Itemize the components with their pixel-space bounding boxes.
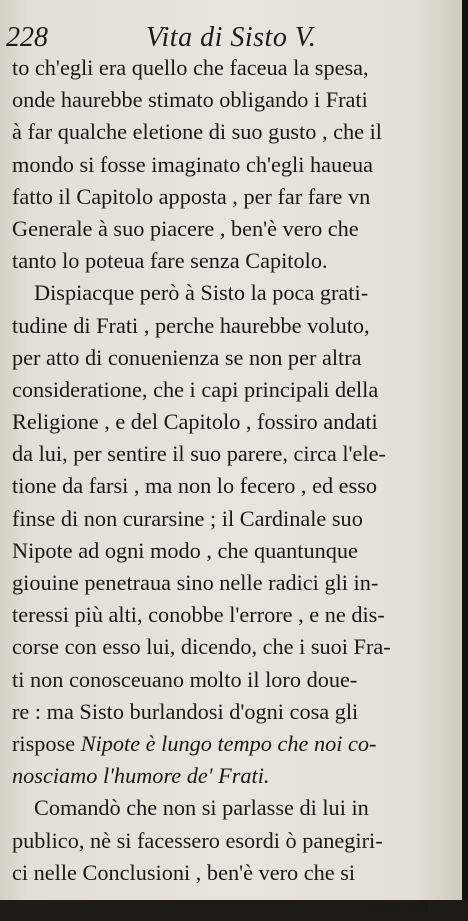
text-line: corse con esso lui, dicendo, che i suoi Fra- xyxy=(12,634,391,660)
text-line: tione da farsi , ma non lo fecero , ed esso xyxy=(12,473,378,499)
text-line: Nipote ad ogni modo , che quantunque xyxy=(12,537,358,563)
text-line: Comandò che non si parlasse di lui in xyxy=(34,795,369,821)
text-line: à far qualche eletione di suo gusto , che il xyxy=(12,119,382,145)
body-text xyxy=(12,52,446,921)
text-line: finse di non curarsine ; il Cardinale suo xyxy=(12,505,363,531)
text-line: ci nelle Conclusioni , ben'è vero che si xyxy=(12,859,356,885)
page-header xyxy=(6,22,446,56)
text-line: Generale à suo piacere , ben'è vero che xyxy=(12,215,359,241)
text-line: teressi più alti, conobbe l'errore , e ne dis- xyxy=(12,602,385,628)
text-line: giouine penetraua sino nelle radici gli in- xyxy=(12,570,379,595)
text-line: mondo si fosse imaginato ch'egli haueua xyxy=(12,151,374,177)
text-line: Dispiacque però à Sisto la poca grati- xyxy=(34,280,369,306)
text-line: to ch'egli era quello che faceua la spesa, xyxy=(12,55,369,80)
text-line: nosciamo l'humore de' Frati. xyxy=(12,763,270,789)
text-line: da lui, per sentire il suo parere, circa l'ele- xyxy=(12,441,386,467)
text-line: publico, nè si facessero esordi ò panegiri- xyxy=(12,827,383,853)
text-line: onde haurebbe stimato obligando i Frati xyxy=(12,87,368,113)
text-line: ti non conosceuano molto il loro doue- xyxy=(12,666,358,692)
text-line: Religione , e del Capitolo , fossiro andati xyxy=(12,409,378,435)
text-line: tanto lo poteua fare senza Capitolo. xyxy=(12,248,328,274)
text-line: consideratione, che i capi principali della xyxy=(12,376,379,402)
page-number: 228 xyxy=(6,22,48,53)
text-line: re : ma Sisto burlandosi d'ogni cosa gli xyxy=(12,698,359,724)
page-edge-shadow xyxy=(462,0,468,900)
running-title: Vita di Sisto V. xyxy=(146,22,317,53)
text-line: tudine di Frati , perche haurebbe voluto, xyxy=(12,312,370,338)
catchword: rancon- xyxy=(367,891,436,917)
text-line: per atto di conuenienza se non per altra xyxy=(12,344,362,370)
text-line: rispose Nipote è lungo tempo che noi co- xyxy=(12,730,377,756)
text-line: fatto il Capitolo apposta , per far fare vn xyxy=(12,183,371,209)
